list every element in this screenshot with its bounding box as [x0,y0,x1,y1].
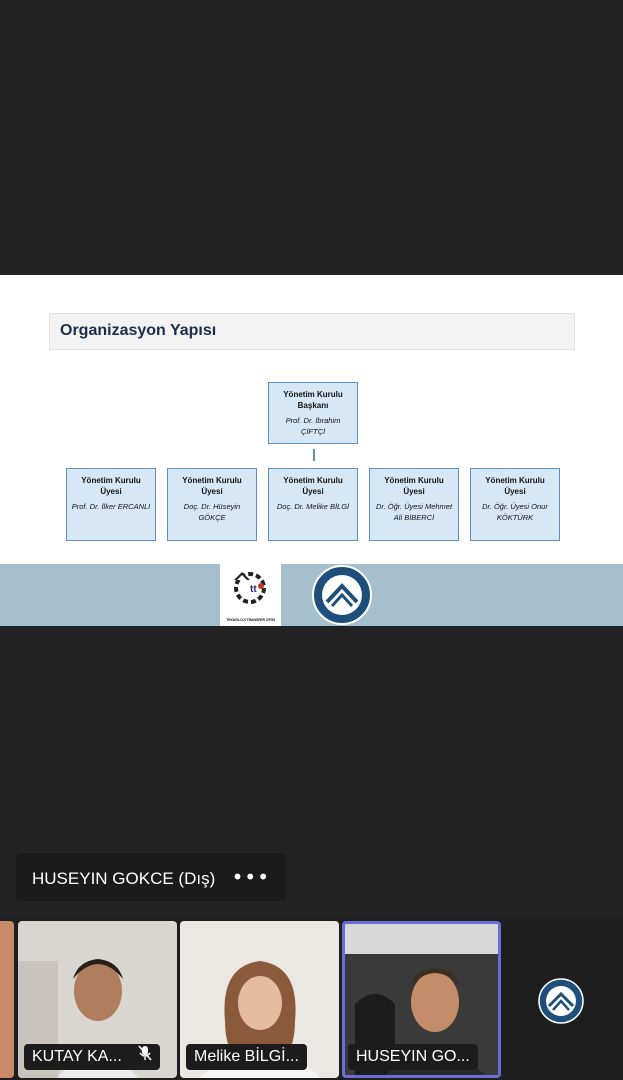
org-member-box [369,468,459,541]
tto-caption: TEKNOLOJİ TRANSFER OFİSİ [226,618,275,622]
tto-logo [220,564,281,626]
active-speaker-bar [16,853,286,901]
participant-name: Melike BİLGİ... [194,1048,299,1065]
host-logo-tile[interactable] [537,977,585,1025]
org-role: Yönetim Kurulu Üyesi [384,476,444,496]
org-person: Doç. Dr. Hüseyin GÖKÇE [183,502,241,522]
participant-label [24,1044,160,1070]
org-person: Dr. Öğr. Üyesi Mehmet Ali BİBERCİ [375,502,453,522]
shared-slide [0,275,623,626]
participant-tile[interactable] [18,921,177,1078]
org-connector [313,449,315,461]
org-role: Yönetim Kurulu Üyesi [485,476,545,496]
participant-strip [0,919,623,1080]
org-role: Yönetim Kurulu Üyesi [182,476,242,496]
active-speaker-name: HUSEYIN GOKCE (Dış) [32,869,216,888]
participant-tile-active[interactable] [342,921,501,1078]
org-role: Yönetim Kurulu Başkanı [283,390,343,410]
participant-label [348,1044,478,1070]
university-logo [311,564,373,626]
slide-title: Organizasyon Yapısı [60,322,217,339]
org-chair-box [268,382,358,444]
participant-label [186,1044,307,1070]
slide-footer [0,564,623,626]
org-person: Doç. Dr. Melike BİLGİ [276,502,350,511]
org-member-box [268,468,358,541]
participant-name: HUSEYIN GO... [356,1048,470,1065]
org-member-box [167,468,257,541]
university-seal-icon [311,564,373,626]
org-person: Prof. Dr. İbrahim ÇİFTÇİ [285,416,341,436]
org-role: Yönetim Kurulu Üyesi [81,476,141,496]
org-person: Prof. Dr. İlker ERCANLI [71,502,151,511]
university-seal-icon [537,977,585,1025]
more-options-button[interactable]: ••• [231,865,270,889]
participant-tile[interactable] [180,921,339,1078]
svg-text:tt: tt [250,584,257,595]
org-role: Yönetim Kurulu Üyesi [283,476,343,496]
mic-muted-icon [138,1044,152,1070]
org-member-box [66,468,156,541]
slide-title-bar [49,313,575,350]
org-member-box [470,468,560,541]
gear-logo-icon [220,564,281,614]
participant-name: KUTAY KA... [32,1048,122,1066]
participant-tile-partial[interactable] [0,921,14,1078]
org-person: Dr. Öğr. Üyesi Onur KÖKTÜRK [482,502,548,522]
